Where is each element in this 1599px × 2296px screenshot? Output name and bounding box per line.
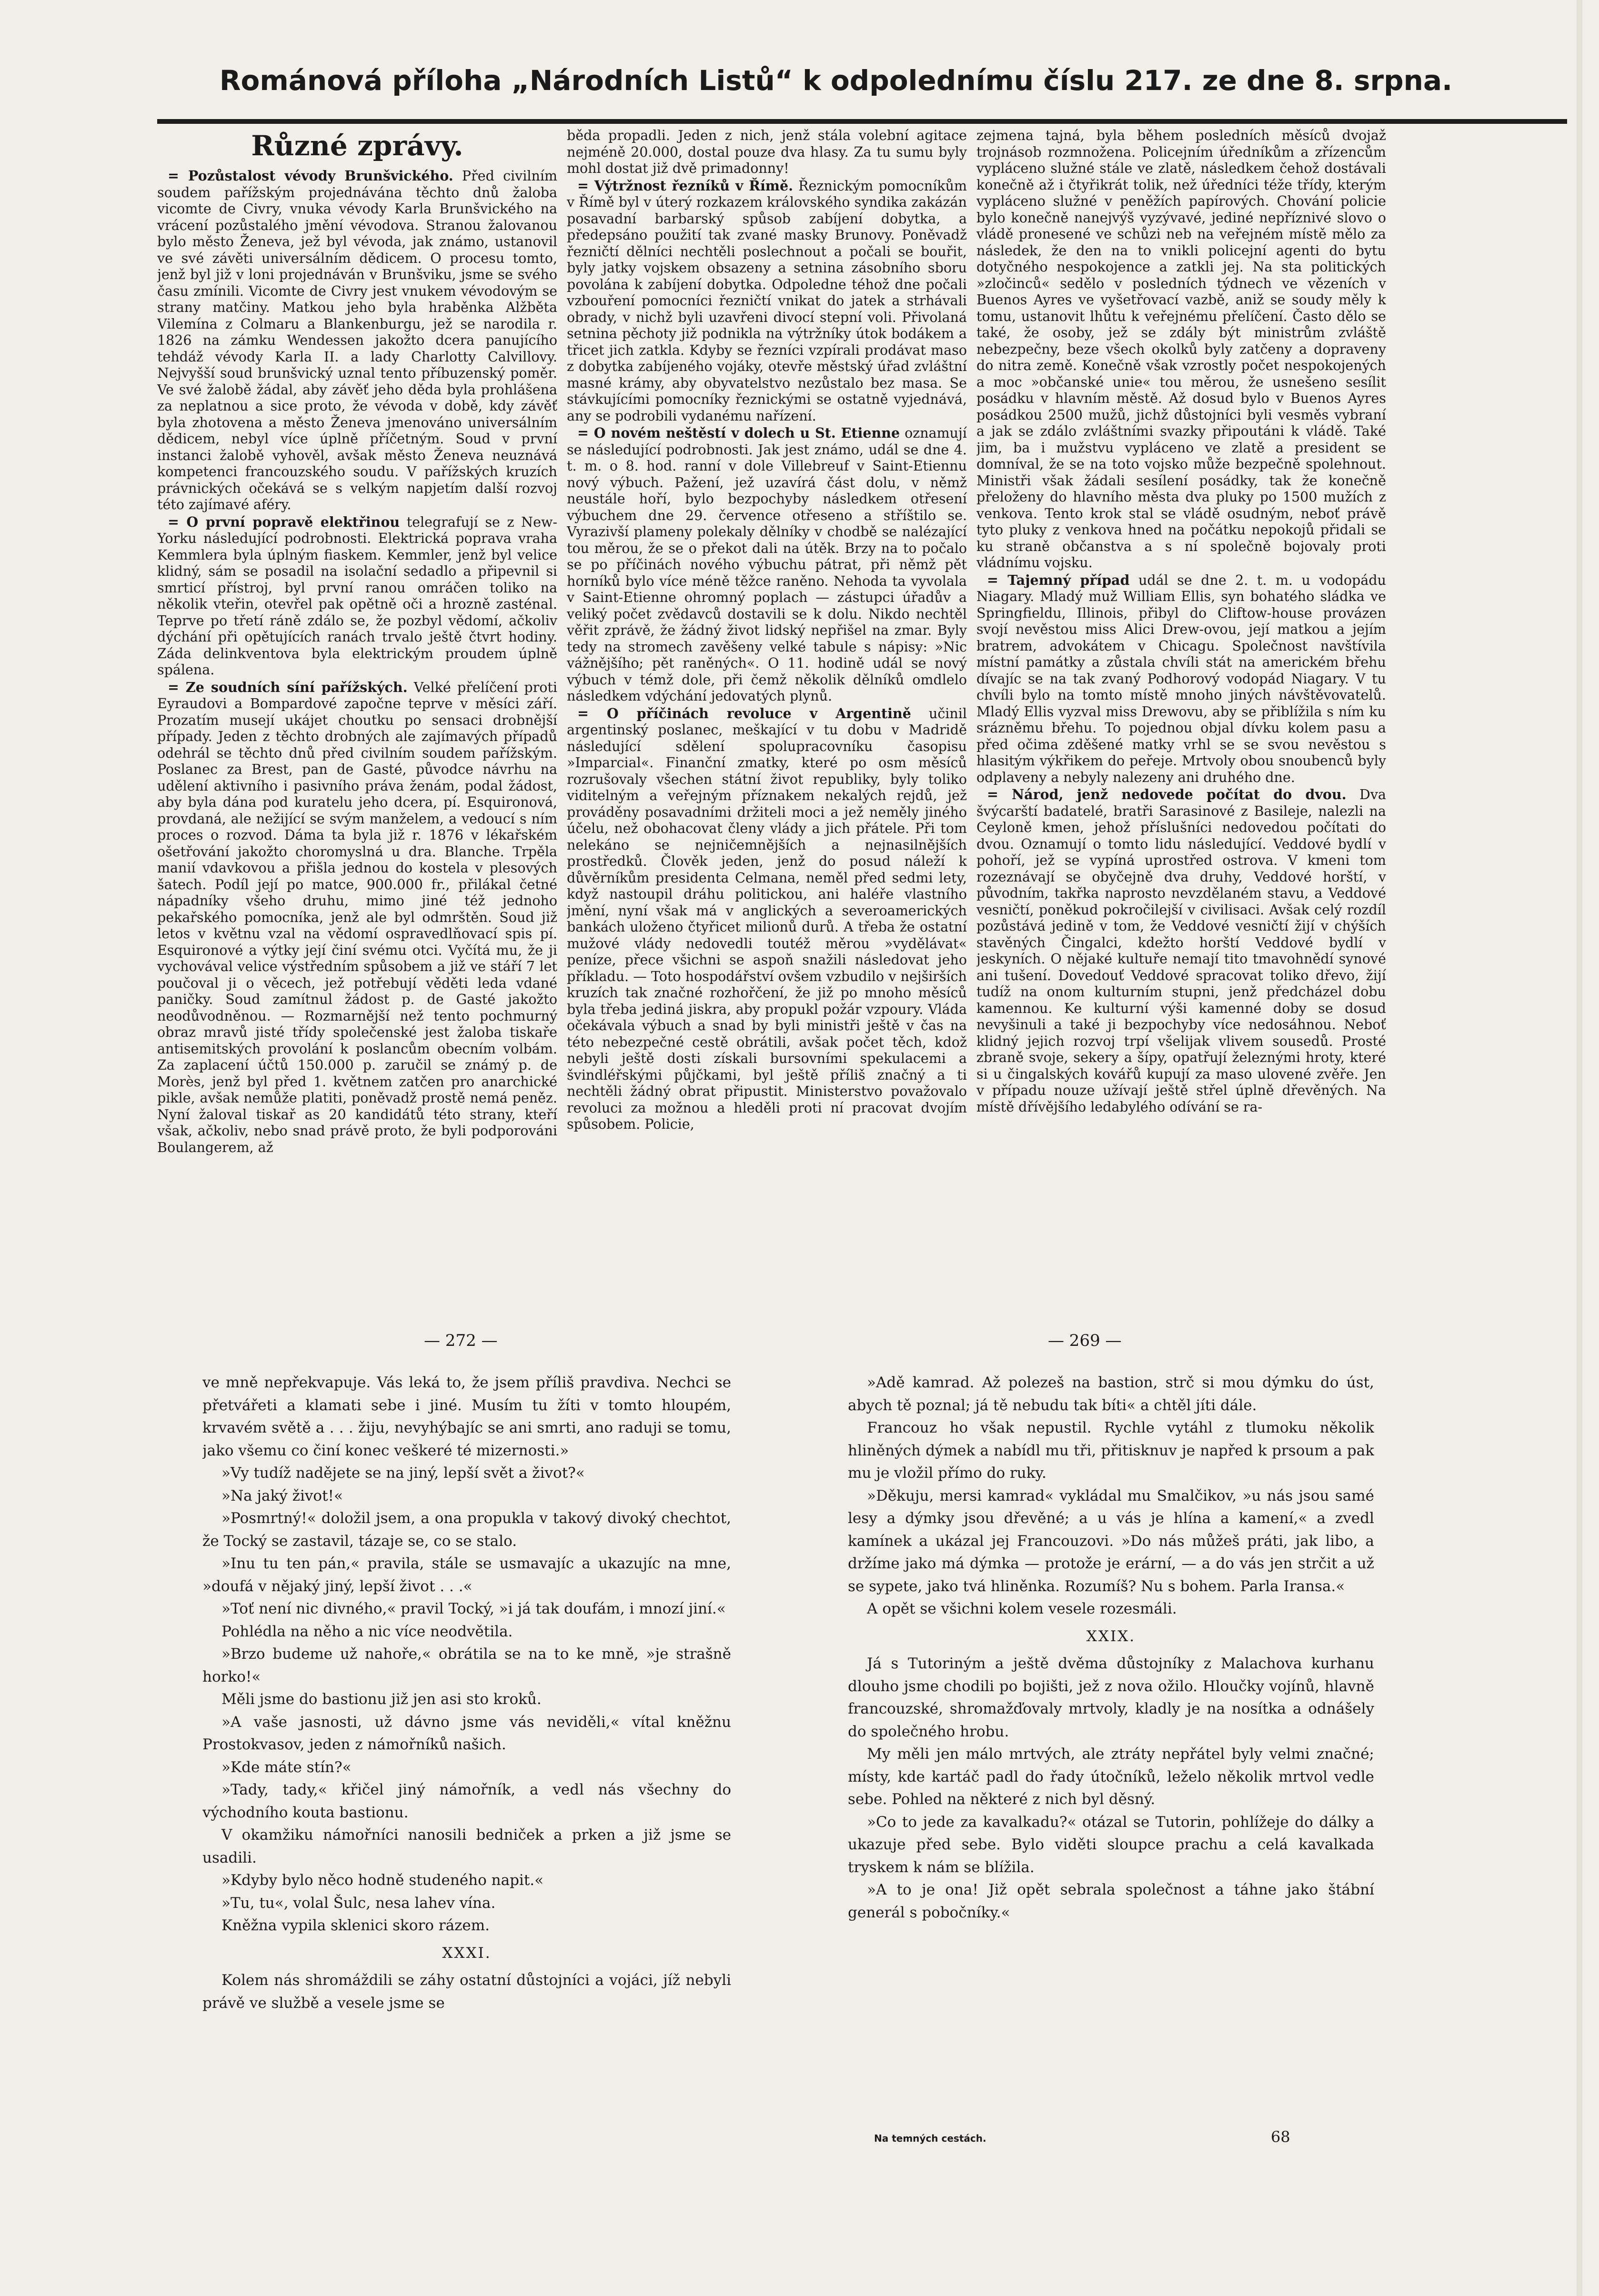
header-rule [157,119,1567,124]
novel-paragraph: »Tu, tu«, volal Šulc, nesa lahev vína. [221,1894,496,1912]
news-article [567,425,967,705]
news-article-heading: = Ze soudních síní pařížských. [168,679,408,695]
news-article-body: učinil argentinský poslanec, meškající v tu dobu v Madridě následující sdělení spolupracovníku časopisu »Imparcial«. Finanční zmatky, které po osm měsíců rozrušovaly všechen státní život republiky, byly toliko viditelným a veřejným příznakem nekalých rejdů, jež prováděny posavadními držiteli moci a jež neměly jiného účelu, než obohacovat členy vlády a jich přátele. Při tom nelekáno se nejničemnějších a nejnasilnějších prostředků. Člověk jeden, jenž do posud náleží k důvěrníkům presidenta Celmana, neměl před sedmi lety, když nastoupil dráhu politickou, ani haléře vlastního jmění, nyní však má v anglických a severoamerických bankách uloženo čtyřicet milionů durů. A třeba že ostatní mužové vlády nedovedli toutéž měrou »vydělávat« peníze, přece všichni se aspoň snažili následovat jeho příkladu. — Toto hospodářství ovšem vzbudilo v nejširších kruzích tak značné rozhořčení, že již po mnoho měsíců byla třeba jediná jiskra, aby propukl požár vzpoury. Vláda očekávala výbuch a snad by byli ministři ještě v čas na této nebezpečné cestě obrátili, avšak počet těch, kdož nebyli ještě dosti získali bursovními spekulacemi a švindléřskými půjčkami, byl ještě příliš značný a ti nechtěli žádný obrat připustit. Ministerstvo považovalo revoluci za možnou a hleděli proti ní pracovat dvojím spůsobem. Policie, [567,705,967,1132]
novel-paragraph: Francouz ho však nepustil. Rychle vytáhl z tlumoku několik hliněných dýmek a nabídl mu tři, přitisknuv je napřed k prsoum a pak mu je vložil přímo do ruky. [848,1419,1374,1482]
novel-paragraph: Pohlédla na něho a nic více neodvětila. [221,1623,513,1640]
news-article-heading: = Tajemný případ [987,571,1130,588]
chapter-number: XXIX. [1086,1627,1136,1645]
novel-paragraph: ve mně nepřekvapuje. Vás leká to, že jsem příliš pravdiva. Nechci se přetvářeti a klamati sebe i jiné. Musím tu žíti v tomto hloupém, krvavém světě a . . . žiju, nevyhýbajíc se ani smrti, ano raduji se tomu, jako všemu co činí konec veškeré té mizernosti.» [202,1374,731,1459]
section-title: Různé zprávy. [251,130,463,162]
folio-number: 68 [1271,2128,1290,2146]
news-article-body: udál se dne 2. t. m. u vodopádu Niagary. Mladý muž William Ellis, syn bohatého sládka ve Springfieldu, Illinois, přibyl do Cliftow-house provázen svojí nevěstou miss Alici Drew-ovou, její matkou a jejím bratrem, advokátem v Chicagu. Společnost navštívila místní památky a zůstala chvíli stát na americkém břehu dívajíc se na tak zvaný Podhorový vodopád Niagary. V tu chvíli bylo na tomto místě mnoho jiných návštěvovatelů. Mladý Ellis vyzval miss Drewovu, aby se přiblížila s ním ku srázněmu břehu. To pojednou objal dívku kolem pasu a před očima zděšené matky vrhl se se svou nevěstou s hlasitým výkřikem do peřeje. Mrtvoly obou snoubenců byly odplaveny a nebyly nalezeny ani druhého dne. [976,572,1386,785]
column-2 [567,128,967,1247]
novel-paragraph: »A vaše jasnosti, už dávno jsme vás neviděli,« vítal kněžnu Prostokvasov, jeden z námořníků našich. [202,1713,731,1753]
news-article [157,514,557,679]
news-article-body: Před civilním soudem pařížským projednávána těchto dnů žaloba vicomte de Civry, vnuka vévody Karla Brunšvického na vrácení pozůstalého jmění vévodova. Stranou žalovanou bylo město Ženeva, jež byl vévoda, jak známo, ustanovil ve své závěti universálním dědicem. O procesu tomto, jenž byl již v loni projednáván v Brunšviku, jsme se svého času zmínili. Vicomte de Civry jest vnukem vévodovým se strany matčiny. Matkou jeho byla hraběnka Alžběta Vilemína z Colmaru a Blankenburgu, jež se narodila r. 1826 na zámku Wendessen jakožto dcera panujícího tehdáž vévody Karla II. a lady Charlotty Calvillovy. Nejvyšší soud brunšvický uznal tento příbuzenský poměr. Ve své žalobě žádal, aby závěť jeho děda byla prohlášena za neplatnou a sice proto, že vévoda v době, kdy závěť byla zhotovena a město Ženeva jmenováno universálním dědicem, nebyl více úplně příčetným. Soud v první instanci žalobě vyhověl, avšak město Ženeva neuznává kompetenci francouzského soudu. V pařížských kruzích právnických očekává se s velkým napjetím další rozvoj této zajímavé aféry. [157,168,557,512]
novel-paragraph: »Co to jede za kavalkadu?« otázal se Tutorin, pohlížeje do dálky a ukazuje před sebe. Bylo viděti sloupce prachu a celá kavalkada tryskem k nám se blížila. [848,1813,1374,1876]
supplement-header: Románová příloha „Národních Listů“ k odpolednímu číslu 217. ze dne 8. srpna. [219,64,1453,97]
novel-paragraph: »Brzo budeme už nahoře,« obrátila se na to ke mně, »je strašně horko!« [202,1645,731,1685]
novel-paragraph: »Na jaký život!« [221,1487,343,1504]
column-1 [157,128,557,1247]
novel-paragraph: My měli jen málo mrtvých, ale ztráty nepřátel byly velmi značné; místy, kde kartáč padl do řady útočníků, leželo několik mrtvol vedle sebe. Pohled na některé z nich byl děsný. [848,1745,1374,1808]
novel-left-page [202,1372,731,2281]
novel-paragraph: »Kde máte stín?« [221,1758,352,1776]
page-number-right: — 269 — [1048,1331,1122,1350]
news-article-body: běda propadli. Jeden z nich, jenž stála volební agitace nejméně 20.000, dostal pouze dva hlasy. Za tu sumu byly mohl dostat již dvě primadonny! [567,128,967,176]
column-1-articles [157,168,557,1156]
news-article [976,572,1386,786]
news-article [567,128,967,177]
news-article-body: oznamují se následující podrobnosti. Jak jest známo, udál se dne 4. t. m. o 8. hod. ranní v dole Villebreuf v Saint-Etiennu nový výbuch. Pažení, jež uzavírá část dolu, v němž neustále hoří, bylo bezpochyby následkem otřesení výbuchem dne 29. července otřeseno a stříštilo se. Vyrazivší plameny polekaly dělníky v chodbě se nalézající tou měrou, že se o překot dali na útěk. Brzy na to počalo se po příčinách nového výbuchu pátrat, při němž pět horníků bylo více méně těžce raněno. Nehoda ta vyvolala v Saint-Etienne ohromný poplach — zástupci úřadův a veliký počet zvědavců dostavili se k dolu. Nikdo nechtěl věřit zprávě, že žádný život lidský nepřišel na zmar. Byly tedy na stromech zavěšeny velké tabule s nápisy: »Nic vážnějšího; pět raněných«. O 11. hodině udál se nový výbuch v témž dole, při čemž několik dělníků omdlelo následkem vdýchání jedovatých plynů. [567,425,967,704]
news-article [157,679,557,1156]
news-article-heading: = Výtržnost řezníků v Římě. [577,177,794,194]
novel-paragraph: »Tady, tady,« křičel jiný námořník, a vedl nás všechny do východního kouta bastionu. [202,1781,731,1821]
novel-paragraph: »A to je ona! Již opět sebrala společnost a táhne jako štábní generál s pobočníky.« [848,1881,1374,1921]
novel-paragraph: »Vy tudíž nadějete se na jiný, lepší svět a život?« [221,1464,585,1482]
news-article-heading: = O příčinách revoluce v Argentině [577,705,911,722]
novel-paragraph: Kněžna vypila sklenici skoro rázem. [221,1917,490,1934]
column-3 [976,128,1386,1247]
news-section [157,128,1386,1252]
news-article-heading: = Národ, jenž nedovede počítat do dvou. [987,786,1347,802]
column-3-articles [976,128,1386,1115]
news-article-body: Řeznickým pomocníkům v Římě byl v úterý rozkazem královského syndika zakázán posavadní barbarský spůsob zabíjení dobytka, a předepsáno použití tak zvané masky Brunovy. Poněvadž řezničtí dělníci nechtěli poslechnout a počali se bouřit, byly jatky vojskem obsazeny a setnina zásobního sboru povolána k zabíjení dobytka. Odpoledne téhož dne počali vzbouření pomocníci řezničtí vnikat do jatek a strhávali obrady, v nichž byli uzavřeni divocí stepní voli. Přivolaná setnina pěchoty již podnikla na výtržníky útok bodákem a třicet jich zatkla. Kdyby se řezníci vzpírali prodávat maso z dobytka zabíjeného vojáky, otevře městský úřad zvláštní masné krámy, aby obyvatelstvo nezůstalo bez masa. Se stávkujícími pomocníky řeznickými se ostatně vyjednává, any se podrobili vydanému nařízení. [567,178,967,424]
novel-paragraph: Měli jsme do bastionu již jen asi sto kroků. [221,1691,542,1708]
novel-paragraph: »Inu tu ten pán,« pravila, stále se usmavajíc a ukazujíc na mne, »doufá v nějaký jiný, lepší život . . .« [202,1555,731,1595]
novel-paragraph: »Děkuju, mersi kamrad« vykládal mu Smalčikov, »u nás jsou samé lesy a dýmky jsou dřevěné; a u vás je hlína a kamení,« a zvedl kamínek a ukázal jej Francouzovi. »Do nás můžeš práti, jak libo, a držíme jako má dýmka — protože je erární, — a do vás jen strčit a už se sypete, jako tvá hliněnka. Rozumíš? Nu s bohem. Parla Iransa.« [848,1487,1374,1595]
news-article-body: telegrafují se z New-Yorku následující podrobnosti. Elektrická poprava vraha Kemmlera byla úplným fiaskem. Kemmler, jenž byl velice klidný, sám se posadil na isolační sedadlo a připevnil si smrticí přístroj, byl první ranou omráčen toliko na několik vteřin, otevřel pak opětně oči a hrozně zasténal. Teprve po třetí ráně zdálo se, že pozbyl vědomí, ačkoliv dýchání při opětujících ranách trvalo ještě čtvrt hodiny. Záda delinkventova byla elektrickým proudem úplně spálena. [157,514,557,678]
novel-title-footnote: Na temných cestách. [874,2133,986,2144]
news-article [567,178,967,425]
news-article-body: Velké přelíčení proti Eyraudovi a Bompardové započne teprve v měsíci září. Prozatím musejí ukájet choutku po sensaci drobnější případy. Jeden z těchto drobných ale zajímavých případů odehrál se těchto dnů před civilním soudem pařížským. Poslanec za Brest, pan de Gasté, původce návrhu na udělení aktivního i pasivního práva ženám, podal žádost, aby byla dána pod kuratelu jeho dcera, pí. Esquironová, provdaná, ale nežijící se svým manželem, a vedoucí s ním proces o rozvod. Dáma ta byla již r. 1876 v lékařském ošetřování jakožto choromyslná u dra. Blanche. Trpěla manií vdavkovou a přišla jednou do kostela v plesových šatech. Podíl její po matce, 900.000 fr., přilákal četné nápadníky všeho druhu, mimo jiné též jednoho pekařského pomocníka, jenž ale byl odmrštěn. Soud již letos v květnu vzal na vědomí ospravedlňovací spis pí. Esquironové a výtky její činí svému otci. Vyčítá mu, že ji vychovával velice výstředním spůsobem a již ve stáří 7 let poučoval ji o věcech, jež potřebují věděti leda vdané paničky. Soud zamítnul žádost p. de Gasté jakožto neodůvodněnou. — Rozmarnější než tento pochmurný obraz mravů jisté třídy společenské jest žaloba tiskaře antisemitských provolání k poslancům obecním volbám. Za zaplacení účtů 150.000 p. zaručil se známý p. de Morès, jenž byl před 1. květnem zatčen pro anarchické pikle, avšak nemůže platiti, poněvadž prostě nemá peněz. Nyní žaloval tiskař as 20 kandidátů této strany, kteří však, ačkoliv, nebo snad právě proto, že byli podporováni Boulangerem, až [157,679,557,1155]
news-article [976,128,1386,571]
news-article-body: zejmena tajná, byla během posledních měsíců dvojaž trojnásob rozmnožena. Policejním úředníkům a zřízencům vypláceno služné stále ve zlatě, následkem čehož dostávali konečně až i čtyřikrát tolik, než úředníci téže třídy, kterým vypláceno služné v peněžích papírových. Chování policie bylo konečně nanejvýš vyzývavé, jediné nepříznivé slovo o vládě pronesené ve schůzi neb na veřejném místě mělo za následek, že den na to vnikli policejní agenti do bytu dotyčného nespokojence a zatkli jej. Na sta politických »zločinců« sedělo v posledních týdnech ve vězeních v Buenos Ayres ve vyšetřovací vazbě, aniž se soudy měly k tomu, ustanovit lhůtu k veřejnému přelíčení. Často dělo se také, že osoby, jež se zdály být ministrům zvláště nebezpečny, beze všech okolků byly zatčeny a dopraveny do nitra země. Konečně však vzrostly počet nespokojených a moc »občanské unie« tou měrou, že usnešeno sesílit posádku v hlavním městě. Až dosud bylo v Buenos Ayres posádkou 2500 mužů, jichž důstojníci byli vesměs vybraní a jak se zdálo zvláštními svazky připoutáni k vládě. Také jim, ba i mužstvu vypláceno ve zlatě a president se domníval, že se na toto vojsko může bezpečně spolehnout. Ministři však žádali sesílení posádky, tak že konečně přeloženy do hlavního města dva pluky po 1500 mužích z venkova. Tento krok stal se vládě osudným, neboť právě tyto pluky z venkova hned na počátku nepokojů přidali se ku straně občanstva a s ní společně bojovaly proti vládnímu vojsku. [976,128,1386,571]
novel-paragraph: A opět se všichni kolem vesele rozesmáli. [867,1600,1177,1617]
novel-paragraph: »Adě kamrad. Až polezeš na bastion, strč si mou dýmku do úst, abych tě poznal; já tě nebudu tak bíti« a chtěl jíti dále. [848,1374,1374,1414]
news-article-heading: = O první popravě elektřinou [168,513,400,530]
novel-paragraph: »Toť není nic divného,« pravil Tocký, »i já tak doufám, i mnozí jiní.« [221,1600,726,1617]
novel-paragraph: Kolem nás shromáždili se záhy ostatní důstojníci a vojáci, jíž nebyli právě ve službě a vesele jsme se [202,1972,731,2012]
novel-right-page [848,1372,1374,2281]
novel-paragraph: »Kdyby bylo něco hodně studeného napit.« [221,1872,544,1889]
column-2-articles [567,128,967,1133]
news-article [976,786,1386,1115]
novel-paragraph: »Posmrtný!« doložil jsem, a ona propukla v takový divoký chechtot, že Tocký se zastavil, tázaje se, co se stalo. [202,1510,731,1550]
news-article [157,168,557,513]
novel-paragraph: Já s Tutoriným a ještě dvěma důstojníky z Malachova kurhanu dlouho jsme chodili po bojišti, jež z nova ožilo. Hloučky vojínů, hlavně francouzské, shromažďovaly mrtvoly, kladly je na nosítka a odnášely do společného hrobu. [848,1655,1374,1740]
page-edge [1577,0,1582,2296]
news-article-heading: = Pozůstalost vévody Brunšvického. [168,168,453,184]
chapter-number: XXXI. [442,1944,492,1962]
news-article-body: Dva švýcarští badatelé, bratři Sarasinové z Basileje, nalezli na Ceyloně kmen, jehož příslušníci nedovedou počítati do dvou. Oznamují o tomto lidu následující. Veddové bydlí v pohoří, jež se vypíná uprostřed ostrova. V kmeni tom rozeznávají se obyčejně dva druhy, Veddové horští, v původním, takřka naprosto nevzdělaném stavu, a Veddové vesničtí, poněkud pokročilejší v civilisaci. Avšak celý rozdíl pozůstává jedině v tom, že Veddové vesničtí žijí v chýších stavěných Čingalci, kdežto horští Veddové bydlí v jeskyních. O nějaké kultuře nemají tito tmavohnědí synové ani tušení. Dovedouť Veddové spracovat toliko dřevo, žijí tudíž na onom kulturním stupni, jenž předcházel dobu kamennou. Ke kulturní výši kamenné doby se dosud nevyšinuli a také ji bezpochyby více nedosáhnou. Neboť klidný jejich rozvoj trpí všelijak vlivem sousedů. Prosté zbraně svoje, sekery a šípy, opatřují železnými hroty, které si u čingalských kovářů kupují za maso ulovené zvěře. Jen v případu nouze užívají ještě střel úplně dřevěných. Na místě dřívějšího ledabylého odívání se ra- [976,787,1386,1115]
novel-paragraph: V okamžiku námořníci nanosili bedniček a prken a již jsme se usadili. [202,1826,731,1866]
news-article-heading: = O novém neštěstí v dolech u St. Etienne [577,425,900,441]
news-article [567,705,967,1133]
page-number-left: — 272 — [424,1331,498,1350]
